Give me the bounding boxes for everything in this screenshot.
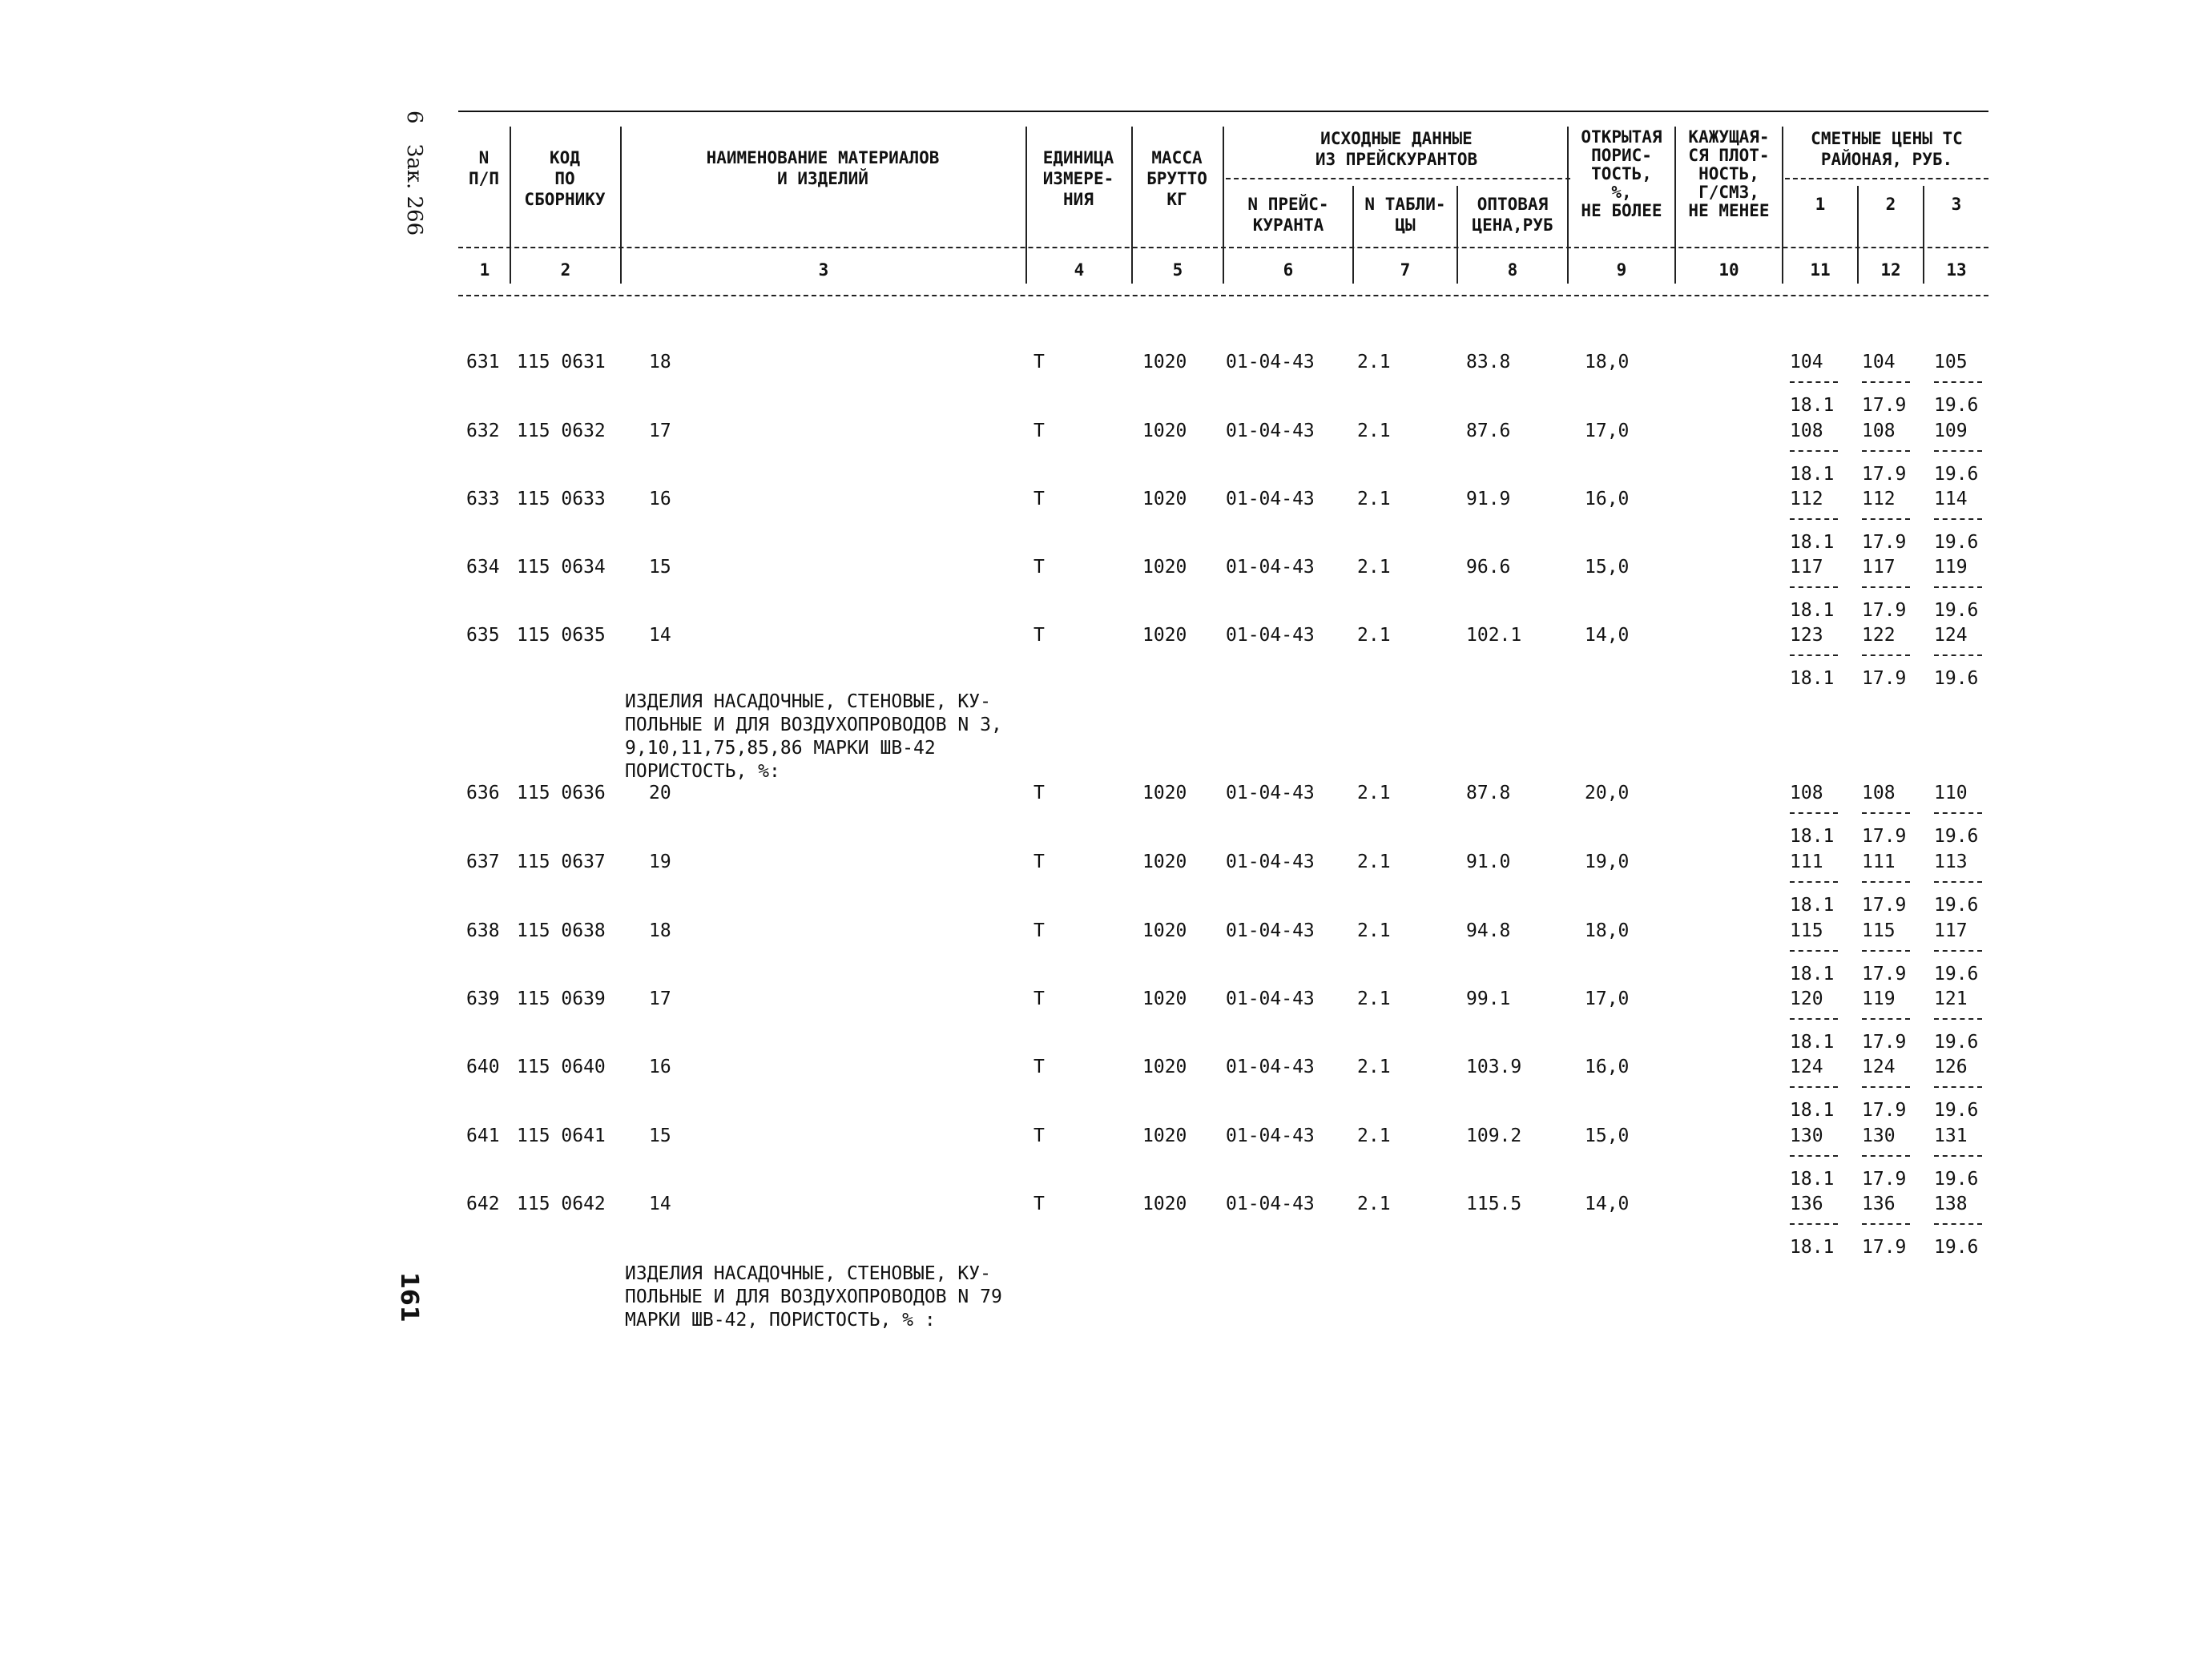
fraction-bar xyxy=(1862,1223,1910,1225)
row-unit: Т xyxy=(1033,421,1045,441)
header-bottom-rule xyxy=(458,295,1988,296)
row-unit: Т xyxy=(1033,783,1045,803)
header-col10: КАЖУЩАЯ- СЯ ПЛОТ- НОСТЬ, Г/СМ3, НЕ МЕНЕЕ xyxy=(1688,127,1770,220)
row-porosity: 15,0 xyxy=(1585,557,1630,578)
row-unit: Т xyxy=(1033,352,1045,372)
estimate-price: 131 xyxy=(1934,1125,1968,1146)
estimate-price: 111 xyxy=(1862,852,1896,872)
estimate-coefficient: 17.9 xyxy=(1862,464,1907,485)
row-mass: 1020 xyxy=(1142,1194,1187,1214)
fraction-bar xyxy=(1934,1223,1982,1225)
row-wholesale: 83.8 xyxy=(1466,352,1511,372)
row-name: 18 xyxy=(649,920,671,941)
fraction-bar xyxy=(1862,518,1910,520)
estimate-coefficient: 19.6 xyxy=(1934,1237,1979,1258)
row-number: 640 xyxy=(466,1057,500,1077)
fraction-bar xyxy=(1790,1155,1838,1157)
header-col8: ОПТОВАЯ ЦЕНА,РУБ xyxy=(1472,195,1553,235)
estimate-price: 115 xyxy=(1790,920,1823,941)
row-number: 637 xyxy=(466,852,500,872)
row-price-list: 01-04-43 xyxy=(1226,989,1315,1009)
row-number: 635 xyxy=(466,625,500,646)
estimate-coefficient: 17.9 xyxy=(1862,668,1907,689)
row-unit: Т xyxy=(1033,920,1045,941)
row-name: 16 xyxy=(649,1057,671,1077)
col-num-10: 10 xyxy=(1718,260,1739,280)
fraction-bar xyxy=(1934,586,1982,588)
row-number: 641 xyxy=(466,1125,500,1146)
fraction-bar xyxy=(1934,881,1982,883)
row-code: 115 0631 xyxy=(517,352,606,372)
row-wholesale: 91.0 xyxy=(1466,852,1511,872)
estimate-price: 108 xyxy=(1790,783,1823,803)
row-code: 115 0636 xyxy=(517,783,606,803)
side-label: Зак. 266 xyxy=(402,144,426,236)
fraction-bar xyxy=(1790,812,1838,814)
fraction-bar xyxy=(1934,654,1982,656)
estimate-price: 119 xyxy=(1862,989,1896,1009)
fraction-bar xyxy=(1934,1018,1982,1020)
fraction-bar xyxy=(1862,950,1910,952)
row-mass: 1020 xyxy=(1142,920,1187,941)
fraction-bar xyxy=(1934,1155,1982,1157)
row-price-list: 01-04-43 xyxy=(1226,1057,1315,1077)
row-table: 2.1 xyxy=(1357,1057,1391,1077)
estimate-coefficient: 17.9 xyxy=(1862,600,1907,621)
row-code: 115 0640 xyxy=(517,1057,606,1077)
header-col7: N ТАБЛИ- ЦЫ xyxy=(1364,195,1446,235)
estimate-coefficient: 17.9 xyxy=(1862,826,1907,847)
header-top-rule xyxy=(458,111,1988,112)
estimate-coefficient: 18.1 xyxy=(1790,532,1835,553)
row-mass: 1020 xyxy=(1142,489,1187,509)
row-table: 2.1 xyxy=(1357,557,1391,578)
row-name: 20 xyxy=(649,783,671,803)
estimate-coefficient: 19.6 xyxy=(1934,964,1979,985)
source-group-rule xyxy=(1226,178,1570,179)
row-unit: Т xyxy=(1033,989,1045,1009)
estimate-price: 114 xyxy=(1934,489,1968,509)
estimate-price: 111 xyxy=(1790,852,1823,872)
row-unit: Т xyxy=(1033,625,1045,646)
estimate-coefficient: 19.6 xyxy=(1934,1032,1979,1053)
row-code: 115 0637 xyxy=(517,852,606,872)
fraction-bar xyxy=(1790,1223,1838,1225)
row-code: 115 0638 xyxy=(517,920,606,941)
row-price-list: 01-04-43 xyxy=(1226,783,1315,803)
row-mass: 1020 xyxy=(1142,352,1187,372)
row-code: 115 0632 xyxy=(517,421,606,441)
row-table: 2.1 xyxy=(1357,421,1391,441)
fraction-bar xyxy=(1934,518,1982,520)
fraction-bar xyxy=(1790,381,1838,383)
estimate-coefficient: 19.6 xyxy=(1934,1100,1979,1121)
fraction-bar xyxy=(1790,1018,1838,1020)
estimate-coefficient: 17.9 xyxy=(1862,395,1907,416)
row-price-list: 01-04-43 xyxy=(1226,852,1315,872)
estimate-price: 121 xyxy=(1934,989,1968,1009)
row-name: 15 xyxy=(649,557,671,578)
side-mark: 6 xyxy=(402,111,426,124)
row-table: 2.1 xyxy=(1357,489,1391,509)
estimate-price: 130 xyxy=(1862,1125,1896,1146)
estimate-coefficient: 17.9 xyxy=(1862,964,1907,985)
row-mass: 1020 xyxy=(1142,1125,1187,1146)
col-num-13: 13 xyxy=(1946,260,1967,280)
row-porosity: 18,0 xyxy=(1585,352,1630,372)
col-num-6: 6 xyxy=(1283,260,1294,280)
row-porosity: 18,0 xyxy=(1585,920,1630,941)
estimate-price: 108 xyxy=(1862,421,1896,441)
row-wholesale: 96.6 xyxy=(1466,557,1511,578)
row-mass: 1020 xyxy=(1142,989,1187,1009)
fraction-bar xyxy=(1862,881,1910,883)
fraction-bar xyxy=(1934,450,1982,452)
row-price-list: 01-04-43 xyxy=(1226,1125,1315,1146)
row-code: 115 0642 xyxy=(517,1194,606,1214)
estimate-price: 117 xyxy=(1862,557,1896,578)
row-name: 18 xyxy=(649,352,671,372)
estimate-coefficient: 19.6 xyxy=(1934,826,1979,847)
row-wholesale: 102.1 xyxy=(1466,625,1522,646)
header-col5: МАССА БРУТТО КГ xyxy=(1146,148,1207,209)
row-code: 115 0635 xyxy=(517,625,606,646)
estimate-coefficient: 17.9 xyxy=(1862,532,1907,553)
header-col6: N ПРЕЙС- КУРАНТА xyxy=(1247,195,1329,235)
fraction-bar xyxy=(1934,381,1982,383)
row-unit: Т xyxy=(1033,557,1045,578)
row-name: 14 xyxy=(649,625,671,646)
estimate-price: 117 xyxy=(1790,557,1823,578)
estimate-price: 115 xyxy=(1862,920,1896,941)
col-num-9: 9 xyxy=(1616,260,1627,280)
row-wholesale: 94.8 xyxy=(1466,920,1511,941)
estimate-price: 123 xyxy=(1790,625,1823,646)
row-code: 115 0639 xyxy=(517,989,606,1009)
row-wholesale: 91.9 xyxy=(1466,489,1511,509)
header-price-group: СМЕТНЫЕ ЦЕНЫ ТС РАЙОНАЯ, РУБ. xyxy=(1811,129,1963,169)
row-name: 16 xyxy=(649,489,671,509)
header-col4: ЕДИНИЦА ИЗМЕРЕ- НИЯ xyxy=(1042,148,1114,209)
estimate-price: 138 xyxy=(1934,1194,1968,1214)
estimate-coefficient: 19.6 xyxy=(1934,1169,1979,1190)
row-code: 115 0633 xyxy=(517,489,606,509)
row-price-list: 01-04-43 xyxy=(1226,352,1315,372)
estimate-price: 110 xyxy=(1934,783,1968,803)
estimate-price: 105 xyxy=(1934,352,1968,372)
estimate-coefficient: 17.9 xyxy=(1862,1032,1907,1053)
row-porosity: 14,0 xyxy=(1585,1194,1630,1214)
row-porosity: 20,0 xyxy=(1585,783,1630,803)
page-number: 161 xyxy=(395,1272,423,1323)
estimate-price: 124 xyxy=(1790,1057,1823,1077)
fraction-bar xyxy=(1862,1086,1910,1088)
estimate-coefficient: 18.1 xyxy=(1790,895,1835,916)
estimate-coefficient: 18.1 xyxy=(1790,600,1835,621)
estimate-price: 119 xyxy=(1934,557,1968,578)
fraction-bar xyxy=(1862,654,1910,656)
fraction-bar xyxy=(1790,654,1838,656)
estimate-coefficient: 19.6 xyxy=(1934,464,1979,485)
estimate-price: 113 xyxy=(1934,852,1968,872)
row-wholesale: 115.5 xyxy=(1466,1194,1522,1214)
row-wholesale: 87.8 xyxy=(1466,783,1511,803)
row-porosity: 14,0 xyxy=(1585,625,1630,646)
row-table: 2.1 xyxy=(1357,920,1391,941)
estimate-price: 108 xyxy=(1790,421,1823,441)
row-porosity: 17,0 xyxy=(1585,989,1630,1009)
row-table: 2.1 xyxy=(1357,852,1391,872)
row-name: 14 xyxy=(649,1194,671,1214)
estimate-coefficient: 19.6 xyxy=(1934,668,1979,689)
estimate-coefficient: 19.6 xyxy=(1934,532,1979,553)
col-num-4: 4 xyxy=(1074,260,1085,280)
header-source-group: ИСХОДНЫЕ ДАННЫЕ ИЗ ПРЕЙСКУРАНТОВ xyxy=(1315,129,1478,169)
estimate-price: 117 xyxy=(1934,920,1968,941)
row-price-list: 01-04-43 xyxy=(1226,625,1315,646)
col-num-1: 1 xyxy=(479,260,490,280)
fraction-bar xyxy=(1934,812,1982,814)
estimate-coefficient: 18.1 xyxy=(1790,1169,1835,1190)
row-table: 2.1 xyxy=(1357,352,1391,372)
fraction-bar xyxy=(1790,586,1838,588)
col-num-12: 12 xyxy=(1880,260,1901,280)
price-group-rule xyxy=(1785,178,1988,179)
col-num-11: 11 xyxy=(1810,260,1831,280)
row-price-list: 01-04-43 xyxy=(1226,557,1315,578)
row-name: 17 xyxy=(649,421,671,441)
estimate-price: 136 xyxy=(1862,1194,1896,1214)
row-porosity: 16,0 xyxy=(1585,1057,1630,1077)
estimate-price: 136 xyxy=(1790,1194,1823,1214)
estimate-coefficient: 18.1 xyxy=(1790,1237,1835,1258)
row-name: 15 xyxy=(649,1125,671,1146)
fraction-bar xyxy=(1790,950,1838,952)
estimate-coefficient: 17.9 xyxy=(1862,1237,1907,1258)
row-code: 115 0634 xyxy=(517,557,606,578)
estimate-coefficient: 19.6 xyxy=(1934,600,1979,621)
row-table: 2.1 xyxy=(1357,1194,1391,1214)
row-wholesale: 109.2 xyxy=(1466,1125,1522,1146)
estimate-price: 130 xyxy=(1790,1125,1823,1146)
row-unit: Т xyxy=(1033,1194,1045,1214)
fraction-bar xyxy=(1790,1086,1838,1088)
estimate-price: 120 xyxy=(1790,989,1823,1009)
row-unit: Т xyxy=(1033,489,1045,509)
row-mass: 1020 xyxy=(1142,783,1187,803)
estimate-coefficient: 19.6 xyxy=(1934,895,1979,916)
estimate-price: 109 xyxy=(1934,421,1968,441)
header-col3: НАИМЕНОВАНИЕ МАТЕРИАЛОВ И ИЗДЕЛИЙ xyxy=(706,148,940,188)
row-mass: 1020 xyxy=(1142,557,1187,578)
estimate-coefficient: 18.1 xyxy=(1790,668,1835,689)
estimate-price: 112 xyxy=(1790,489,1823,509)
row-wholesale: 87.6 xyxy=(1466,421,1511,441)
row-unit: Т xyxy=(1033,1057,1045,1077)
estimate-coefficient: 18.1 xyxy=(1790,1032,1835,1053)
col-num-7: 7 xyxy=(1400,260,1411,280)
row-number: 638 xyxy=(466,920,500,941)
estimate-coefficient: 18.1 xyxy=(1790,395,1835,416)
row-table: 2.1 xyxy=(1357,989,1391,1009)
row-number: 636 xyxy=(466,783,500,803)
row-unit: Т xyxy=(1033,852,1045,872)
row-mass: 1020 xyxy=(1142,1057,1187,1077)
fraction-bar xyxy=(1862,1018,1910,1020)
col-num-3: 3 xyxy=(818,260,829,280)
estimate-coefficient: 18.1 xyxy=(1790,964,1835,985)
row-mass: 1020 xyxy=(1142,852,1187,872)
fraction-bar xyxy=(1862,812,1910,814)
row-number: 634 xyxy=(466,557,500,578)
row-mass: 1020 xyxy=(1142,421,1187,441)
row-table: 2.1 xyxy=(1357,783,1391,803)
col-num-2: 2 xyxy=(560,260,571,280)
estimate-price: 126 xyxy=(1934,1057,1968,1077)
col-num-5: 5 xyxy=(1172,260,1183,280)
estimate-coefficient: 17.9 xyxy=(1862,1169,1907,1190)
row-table: 2.1 xyxy=(1357,1125,1391,1146)
header-sub3: 3 xyxy=(1951,195,1962,214)
estimate-coefficient: 19.6 xyxy=(1934,395,1979,416)
fraction-bar xyxy=(1862,586,1910,588)
row-porosity: 17,0 xyxy=(1585,421,1630,441)
fraction-bar xyxy=(1862,381,1910,383)
header-sub1: 1 xyxy=(1815,195,1826,214)
row-number: 633 xyxy=(466,489,500,509)
col-num-8: 8 xyxy=(1507,260,1518,280)
estimate-price: 108 xyxy=(1862,783,1896,803)
estimate-price: 112 xyxy=(1862,489,1896,509)
row-porosity: 16,0 xyxy=(1585,489,1630,509)
section-heading: ИЗДЕЛИЯ НАСАДОЧНЫЕ, СТЕНОВЫЕ, КУ- ПОЛЬНЫЕ И ДЛЯ ВОЗДУХОПРОВОДОВ N 79 МАРКИ ШВ-42, ПОРИСТОСТЬ, % : xyxy=(625,1263,1002,1331)
fraction-bar xyxy=(1790,518,1838,520)
estimate-coefficient: 18.1 xyxy=(1790,464,1835,485)
section-heading: ИЗДЕЛИЯ НАСАДОЧНЫЕ, СТЕНОВЫЕ, КУ- ПОЛЬНЫЕ И ДЛЯ ВОЗДУХОПРОВОДОВ N 3, 9,10,11,75,85,86 МАРКИ ШВ-42 ПОРИСТОСТЬ, %: xyxy=(625,691,1002,782)
row-name: 19 xyxy=(649,852,671,872)
header-col1: N П/П xyxy=(469,148,499,188)
row-unit: Т xyxy=(1033,1125,1045,1146)
header-col2: КОД ПО СБОРНИКУ xyxy=(524,148,606,209)
fraction-bar xyxy=(1862,1155,1910,1157)
estimate-price: 124 xyxy=(1862,1057,1896,1077)
row-number: 642 xyxy=(466,1194,500,1214)
estimate-price: 122 xyxy=(1862,625,1896,646)
row-number: 632 xyxy=(466,421,500,441)
fraction-bar xyxy=(1790,450,1838,452)
row-price-list: 01-04-43 xyxy=(1226,489,1315,509)
estimate-price: 104 xyxy=(1862,352,1896,372)
row-code: 115 0641 xyxy=(517,1125,606,1146)
header-sub2: 2 xyxy=(1885,195,1896,214)
fraction-bar xyxy=(1790,881,1838,883)
row-number: 631 xyxy=(466,352,500,372)
row-table: 2.1 xyxy=(1357,625,1391,646)
row-porosity: 19,0 xyxy=(1585,852,1630,872)
row-name: 17 xyxy=(649,989,671,1009)
estimate-coefficient: 18.1 xyxy=(1790,826,1835,847)
row-price-list: 01-04-43 xyxy=(1226,920,1315,941)
estimate-coefficient: 18.1 xyxy=(1790,1100,1835,1121)
estimate-coefficient: 17.9 xyxy=(1862,1100,1907,1121)
estimate-coefficient: 17.9 xyxy=(1862,895,1907,916)
row-wholesale: 103.9 xyxy=(1466,1057,1522,1077)
row-mass: 1020 xyxy=(1142,625,1187,646)
row-number: 639 xyxy=(466,989,500,1009)
row-porosity: 15,0 xyxy=(1585,1125,1630,1146)
row-price-list: 01-04-43 xyxy=(1226,421,1315,441)
estimate-price: 124 xyxy=(1934,625,1968,646)
row-wholesale: 99.1 xyxy=(1466,989,1511,1009)
header-col9: ОТКРЫТАЯ ПОРИС- ТОСТЬ, %, НЕ БОЛЕЕ xyxy=(1581,127,1662,220)
estimate-price: 104 xyxy=(1790,352,1823,372)
fraction-bar xyxy=(1862,450,1910,452)
fraction-bar xyxy=(1934,950,1982,952)
row-price-list: 01-04-43 xyxy=(1226,1194,1315,1214)
fraction-bar xyxy=(1934,1086,1982,1088)
